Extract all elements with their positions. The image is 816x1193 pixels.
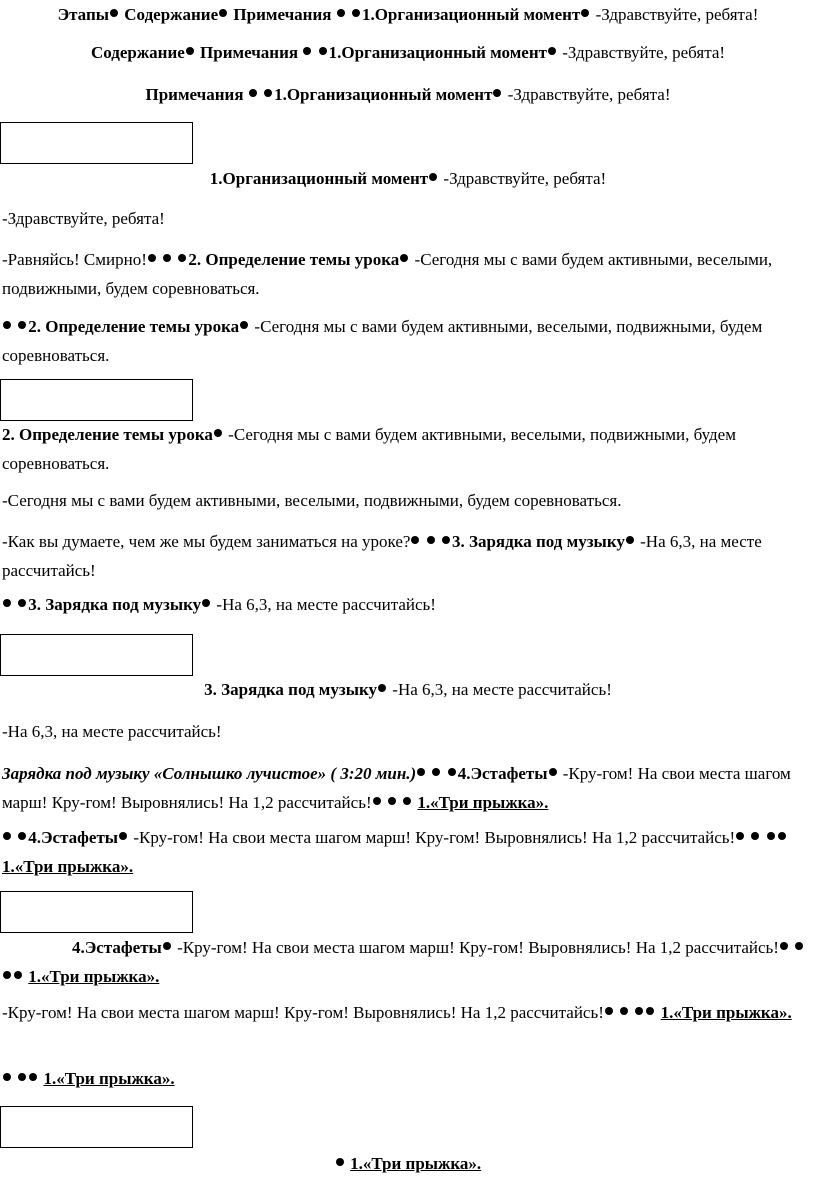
section-2-title: 2. Определение темы урока [28, 317, 240, 336]
section-1-title: 1.Организационный момент [274, 85, 493, 104]
section-2-text-row [2, 486, 814, 515]
bullet-icon [352, 9, 360, 17]
header-notes: Примечания [233, 5, 332, 24]
bullet-icon [646, 1007, 654, 1015]
section-4-text: -Кру-гом! На свои места шагом марш! Кру-гом! Выровнялись! На 1,2 рассчитайсь! [177, 938, 779, 957]
bullet-icon [626, 536, 634, 544]
header-notes: Примечания [145, 85, 244, 104]
header-content: Содержание [90, 43, 185, 62]
section-4-item-1: 1.«Три прыжка». [350, 1154, 482, 1173]
bullet-icon [3, 321, 11, 329]
section-1-text: -Здравствуйте, ребята! [507, 85, 671, 104]
section-1-text: -Здравствуйте, ребята! [2, 209, 165, 228]
bullet-icon [427, 536, 435, 544]
bullet-icon [18, 321, 26, 329]
section-2-text: -Сегодня мы с вами будем активными, веселыми, подвижными, будем соревноваться. [2, 250, 773, 298]
bullet-icon [303, 47, 311, 55]
section-4-row [2, 823, 814, 881]
bullet-icon [214, 429, 222, 437]
section-4-text-row [2, 998, 814, 1027]
section-4-item-1: 1.«Три прыжка». [2, 857, 134, 876]
bullet-icon [448, 768, 456, 776]
section-4-item-1: 1.«Три прыжка». [417, 793, 549, 812]
header-notes: Примечания [200, 43, 299, 62]
section-4-item-1: 1.«Три прыжка». [660, 1003, 792, 1022]
bullet-icon [3, 971, 11, 979]
bullet-icon [264, 89, 272, 97]
bullet-icon [336, 1158, 344, 1166]
bullet-icon [18, 832, 26, 840]
section-3-title: 3. Зарядка под музыку [451, 532, 625, 551]
header-row-2 [2, 38, 814, 67]
header-stages: Этапы [57, 5, 110, 24]
section-3-music: Зарядка под музыку «Солнышко лучистое» ( 3:20 мин.) [2, 764, 417, 783]
bullet-icon [148, 254, 156, 262]
bullet-icon [411, 536, 419, 544]
bullet-icon [110, 9, 118, 17]
bullet-icon [620, 1007, 628, 1015]
bullet-icon [548, 47, 556, 55]
section-4-title: 4.Эстафеты [72, 938, 162, 957]
empty-cell-box [0, 634, 193, 676]
bullet-icon [186, 47, 194, 55]
header-row-1 [2, 0, 814, 29]
bullet-icon [202, 599, 210, 607]
bullet-icon [3, 599, 11, 607]
section-2-title: 2. Определение темы урока [2, 425, 213, 444]
header-content: Содержание [124, 5, 219, 24]
section-1-greeting [2, 204, 814, 233]
bullet-icon [795, 942, 803, 950]
bullet-icon [319, 47, 327, 55]
section-2-question: -Как вы думаете, чем же мы будем заниматься на уроке? [2, 532, 411, 551]
section-1-text: -Здравствуйте, ребята! [443, 169, 607, 188]
bullet-icon [767, 832, 775, 840]
section-2-text: -Сегодня мы с вами будем активными, веселыми, подвижными, будем соревноваться. [2, 425, 736, 473]
bullet-icon [635, 1007, 643, 1015]
bullet-icon [163, 942, 171, 950]
section-3-text: -На 6,3, на месте рассчитайсь! [2, 722, 222, 741]
empty-cell-box [0, 379, 193, 421]
section-3-title: 3. Зарядка под музыку [204, 680, 378, 699]
bullet-icon [780, 942, 788, 950]
bullet-icon [3, 1073, 11, 1081]
section-4-item-1: 1.«Три прыжка». [43, 1069, 175, 1088]
header-row-3 [2, 80, 814, 109]
bullet-icon [400, 254, 408, 262]
section-4-item-centered-row [2, 1149, 814, 1178]
section-1-command: -Равняйсь! Смирно! [2, 250, 147, 269]
section-1-title: 1.Организационный момент [328, 43, 547, 62]
section-3-row [2, 590, 814, 619]
section-3-text: -На 6,3, на месте рассчитайсь! [2, 532, 762, 580]
section-3-music-row [2, 759, 814, 817]
bullet-icon [163, 254, 171, 262]
empty-cell-box [0, 1106, 193, 1148]
section-3-main-row [2, 675, 814, 704]
bullet-icon [18, 1073, 26, 1081]
section-3-title: 3. Зарядка под музыку [28, 595, 202, 614]
bullet-icon [373, 797, 381, 805]
section-1-text: -Здравствуйте, ребята! [562, 43, 726, 62]
bullet-icon [178, 254, 186, 262]
bullet-icon [388, 797, 396, 805]
bullet-icon [14, 971, 22, 979]
section-2-row [2, 312, 814, 370]
section-4-title: 4.Эстафеты [457, 764, 548, 783]
bullet-icon [751, 832, 759, 840]
section-1-row [2, 164, 814, 193]
bullet-icon [429, 173, 437, 181]
section-2-text: -Сегодня мы с вами будем активными, веселыми, подвижными, будем соревноваться. [2, 491, 622, 510]
bullet-icon [403, 797, 411, 805]
section-2-text: -Сегодня мы с вами будем активными, веселыми, подвижными, будем соревноваться. [2, 317, 763, 365]
section-4-item-1: 1.«Три прыжка». [28, 967, 160, 986]
section-1-title: 1.Организационный момент [209, 169, 429, 188]
empty-cell-box [0, 891, 193, 933]
section-4-text: -Кру-гом! На свои места шагом марш! Кру-гом! Выровнялись! На 1,2 рассчитайсь! [133, 828, 736, 847]
section-1-title: 1.Организационный момент [361, 5, 581, 24]
bullet-icon [18, 599, 26, 607]
section-4-main-row [2, 933, 814, 991]
section-4-title: 4.Эстафеты [28, 828, 119, 847]
section-3-text: -На 6,3, на месте рассчитайсь! [392, 680, 612, 699]
section-4-text: -Кру-гом! На свои места шагом марш! Кру-гом! Выровнялись! На 1,2 рассчитайсь! [2, 764, 791, 812]
section-2-question-row [2, 527, 814, 585]
empty-cell-box [0, 122, 193, 164]
bullet-icon [417, 768, 425, 776]
section-4-item-row [2, 1064, 814, 1093]
bullet-icon [337, 9, 345, 17]
section-3-text-row [2, 717, 814, 746]
section-1-text: -Здравствуйте, ребята! [595, 5, 759, 24]
bullet-icon [119, 832, 127, 840]
bullet-icon [3, 832, 11, 840]
bullet-icon [29, 1073, 37, 1081]
bullet-icon [549, 768, 557, 776]
bullet-icon [249, 89, 257, 97]
bullet-icon [581, 9, 589, 17]
bullet-icon [736, 832, 744, 840]
section-4-text: -Кру-гом! На свои места шагом марш! Кру-гом! Выровнялись! На 1,2 рассчитайсь! [2, 1003, 604, 1022]
bullet-icon [605, 1007, 613, 1015]
bullet-icon [778, 832, 786, 840]
bullet-icon [493, 89, 501, 97]
bullet-icon [432, 768, 440, 776]
bullet-icon [219, 9, 227, 17]
section-2-title: 2. Определение темы урока [188, 250, 400, 269]
bullet-icon [240, 321, 248, 329]
section-3-text: -На 6,3, на месте рассчитайсь! [216, 595, 436, 614]
section-2-main-row [2, 420, 814, 478]
bullet-icon [442, 536, 450, 544]
bullet-icon [378, 684, 386, 692]
section-1-command-row [2, 245, 814, 303]
